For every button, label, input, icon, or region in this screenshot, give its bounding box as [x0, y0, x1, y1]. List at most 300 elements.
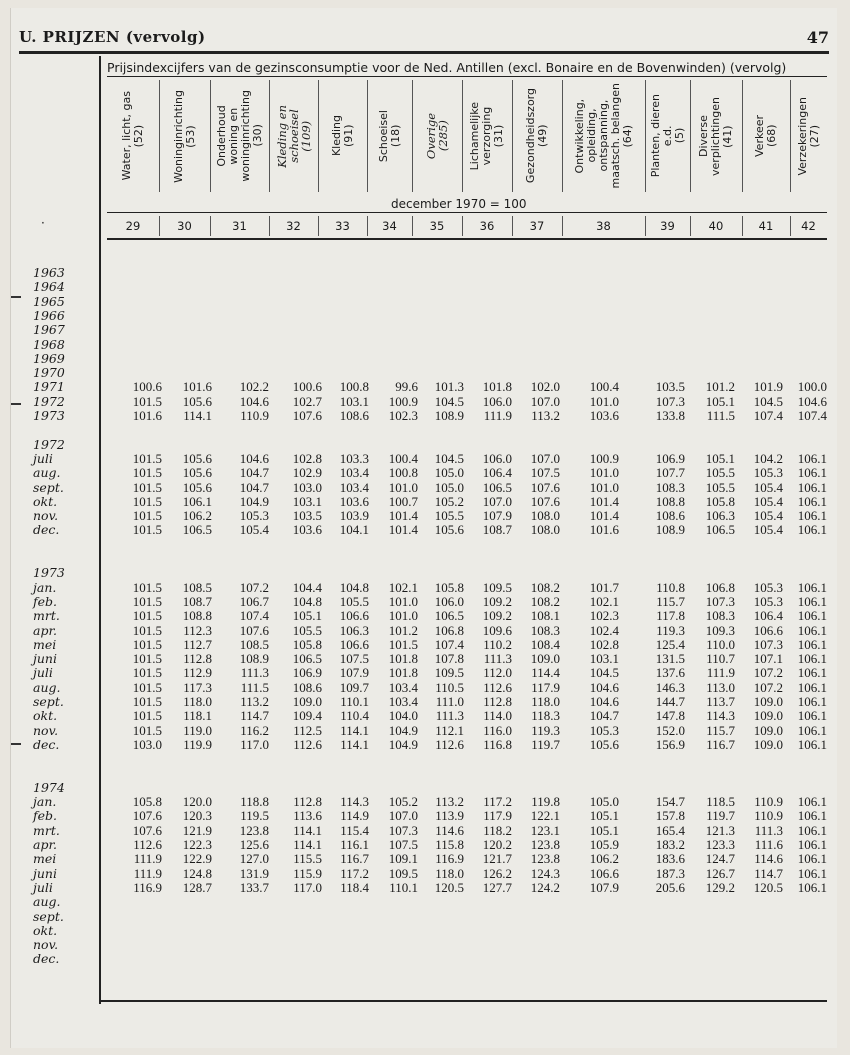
table-cell: 123.8 [530, 851, 560, 867]
table-cell: 106.1 [797, 508, 827, 524]
table-cell: 106.1 [797, 879, 827, 895]
table-cell: 118.1 [183, 708, 212, 724]
table-cell: 109.0 [753, 694, 783, 709]
table-cell: 107.1 [753, 651, 783, 667]
column-headers [107, 80, 827, 192]
column-separator [742, 216, 743, 236]
table-cell: 118.0 [435, 865, 464, 881]
table-cell: 112.8 [483, 694, 512, 709]
row-label: aug. [33, 894, 61, 910]
table-cell: 118.4 [340, 879, 369, 895]
table-cell: 100.4 [589, 379, 619, 395]
table-cell: 115.7 [706, 722, 735, 738]
row-label: 1972 [33, 436, 65, 452]
table-cell: 123.3 [705, 837, 735, 852]
table-cell: 101.2 [705, 379, 735, 395]
table-cell: 116.1 [340, 837, 369, 852]
table-cell: 101.4 [388, 522, 418, 538]
row-label: 1966 [33, 307, 65, 323]
table-cell: 111.5 [240, 679, 269, 695]
column-separator [210, 216, 211, 236]
table-cell: 123.1 [530, 822, 560, 838]
table-cell: 106.8 [705, 579, 735, 595]
table-cell: 117.2 [483, 794, 512, 810]
table-cell: 106.0 [482, 393, 512, 409]
table-cell: 101.8 [482, 379, 512, 395]
table-cell: 101.5 [132, 593, 162, 609]
margin-mark [11, 403, 21, 405]
row-label: 1964 [33, 279, 65, 295]
table-cell: 106.1 [797, 837, 827, 852]
row-label: apr. [33, 837, 58, 852]
table-cell: 106.3 [705, 508, 735, 524]
row-label: nov. [33, 937, 59, 953]
table-cell: 103.5 [292, 508, 322, 524]
column-number: 38 [596, 219, 611, 233]
column-separator [645, 216, 646, 236]
table-cell: 105.8 [292, 636, 322, 652]
table-cell: 106.1 [797, 665, 827, 681]
column-header-29 [107, 80, 159, 192]
table-cell: 112.8 [293, 794, 322, 810]
table-cell: 114.6 [754, 851, 783, 867]
table-cell: 102.0 [530, 379, 560, 395]
table-cell: 112.6 [293, 736, 322, 752]
table-cell: 118.8 [240, 794, 269, 810]
table-cell: 105.8 [132, 794, 162, 810]
table-cell: 101.5 [132, 694, 162, 709]
table-cell: 100.4 [388, 450, 418, 466]
left-marker: · [41, 216, 45, 230]
table-cell: 105.2 [388, 794, 418, 810]
table-cell: 106.1 [182, 493, 212, 509]
table-cell: 119.9 [183, 736, 212, 752]
table-cell: 110.7 [706, 651, 735, 667]
column-separator [562, 80, 563, 192]
table-cell: 125.4 [655, 636, 685, 652]
table-bottom-rule [99, 1000, 827, 1002]
column-separator [690, 216, 691, 236]
table-cell: 113.2 [531, 408, 560, 423]
column-number: 33 [335, 219, 350, 233]
table-cell: 126.2 [482, 865, 512, 881]
table-cell: 112.7 [183, 636, 212, 652]
table-cell: 107.0 [530, 450, 560, 466]
base-period-label: december 1970 = 100 [391, 197, 527, 211]
row-label: mei [33, 636, 57, 652]
table-cell: 107.3 [753, 636, 783, 652]
table-cell: 183.6 [655, 851, 685, 867]
table-cell: 106.1 [797, 722, 827, 738]
table-cell: 112.6 [435, 736, 464, 752]
column-header-label: Kleding (91) [329, 115, 355, 157]
column-separator [412, 216, 413, 236]
table-cell: 109.0 [292, 694, 322, 709]
table-cell: 108.5 [182, 579, 212, 595]
table-cell: 117.2 [340, 865, 369, 881]
table-cell: 111.9 [133, 851, 162, 867]
table-cell: 111.9 [706, 665, 735, 681]
table-cell: 101.5 [132, 479, 162, 495]
row-label: mei [33, 851, 57, 867]
table-cell: 114.6 [435, 822, 464, 838]
column-header-37 [512, 80, 562, 192]
table-cell: 107.0 [530, 393, 560, 409]
column-header-label: Verkeer (68) [753, 115, 778, 157]
table-cell: 104.9 [388, 722, 418, 738]
table-cell: 108.7 [182, 593, 212, 609]
column-separator [742, 80, 743, 192]
table-cell: 103.4 [388, 694, 418, 709]
column-header-label: Ontwikkeling, opleiding, ontspanning, maatsch. belangen (64) [572, 83, 634, 189]
table-cell: 105.8 [705, 493, 735, 509]
table-cell: 107.2 [239, 579, 269, 595]
table-cell: 108.9 [434, 408, 464, 423]
table-cell: 103.5 [655, 379, 685, 395]
table-cell: 108.8 [655, 493, 685, 509]
column-separator [790, 80, 791, 192]
table-cell: 103.4 [339, 465, 369, 481]
table-cell: 101.5 [132, 636, 162, 652]
column-number: 40 [708, 219, 724, 233]
table-cell: 105.6 [589, 736, 619, 752]
table-cell: 106.1 [797, 851, 827, 867]
table-cell: 114.1 [183, 408, 212, 423]
table-cell: 119.8 [531, 794, 560, 810]
table-cell: 104.5 [434, 450, 464, 466]
table-cell: 119.3 [531, 722, 560, 738]
table-cell: 102.8 [589, 636, 619, 652]
table-cell: 101.0 [388, 608, 418, 624]
table-cell: 101.0 [589, 479, 619, 495]
table-cell: 112.6 [483, 679, 512, 695]
table-cell: 101.8 [388, 651, 418, 667]
table-cell: 109.5 [434, 665, 464, 681]
column-header-42 [790, 80, 827, 192]
table-cell: 101.6 [182, 379, 212, 395]
title-rule [107, 76, 827, 77]
table-cell: 106.5 [292, 651, 322, 667]
table-cell: 108.6 [655, 508, 685, 524]
table-cell: 114.1 [340, 736, 369, 752]
table-cell: 109.0 [530, 651, 560, 667]
table-cell: 109.2 [482, 593, 512, 609]
table-cell: 100.6 [132, 379, 162, 395]
table-cell: 103.9 [339, 508, 369, 524]
table-cell: 118.2 [483, 822, 512, 838]
column-number: 37 [529, 219, 545, 233]
table-cell: 101.7 [589, 579, 619, 595]
table-cell: 118.0 [183, 694, 212, 709]
table-cell: 106.0 [434, 593, 464, 609]
table-cell: 109.5 [482, 579, 512, 595]
table-cell: 120.3 [182, 808, 212, 824]
table-cell: 114.7 [754, 865, 783, 881]
table-cell: 121.3 [705, 822, 735, 838]
table-cell: 106.9 [655, 450, 685, 466]
table-cell: 105.4 [753, 493, 783, 509]
table-cell: 101.5 [132, 679, 162, 695]
table-cell: 157.8 [655, 808, 685, 824]
table-cell: 110.4 [340, 708, 369, 724]
table-cell: 105.5 [434, 508, 464, 524]
table-cell: 106.1 [797, 579, 827, 595]
row-label: 1971 [33, 379, 65, 395]
table-cell: 102.1 [388, 579, 418, 595]
table-cell: 109.4 [292, 708, 322, 724]
table-cell: 121.7 [482, 851, 512, 867]
column-header-32 [269, 80, 318, 192]
column-separator [269, 80, 270, 192]
column-separator [462, 80, 463, 192]
table-cell: 110.9 [754, 794, 783, 810]
table-cell: 131.5 [655, 651, 685, 667]
table-cell: 105.9 [589, 837, 619, 852]
table-cell: 115.9 [293, 865, 322, 881]
row-label: sept. [33, 908, 64, 924]
table-cell: 103.3 [339, 450, 369, 466]
table-cell: 105.1 [705, 393, 735, 409]
table-cell: 116.8 [483, 736, 512, 752]
column-header-label: Diverse verplichtingen (41) [697, 96, 734, 176]
table-cell: 108.9 [239, 651, 269, 667]
table-cell: 109.0 [753, 722, 783, 738]
row-label: juni [33, 865, 57, 881]
table-cell: 113.2 [240, 694, 269, 709]
table-cell: 107.6 [530, 493, 560, 509]
table-cell: 106.1 [797, 465, 827, 481]
table-cell: 154.7 [655, 794, 685, 810]
table-cell: 146.3 [655, 679, 685, 695]
table-cell: 105.6 [182, 393, 212, 409]
table-cell: 101.5 [132, 522, 162, 538]
table-cell: 104.9 [239, 493, 269, 509]
table-cell: 104.1 [339, 522, 369, 538]
table-cell: 102.8 [292, 450, 322, 466]
table-cell: 104.5 [434, 393, 464, 409]
row-label: aug. [33, 679, 61, 695]
table-cell: 106.5 [182, 522, 212, 538]
table-cell: 106.1 [797, 636, 827, 652]
table-cell: 165.4 [655, 822, 685, 838]
table-cell: 110.1 [389, 879, 418, 895]
table-cell: 106.7 [239, 593, 269, 609]
table-cell: 152.0 [655, 722, 685, 738]
table-cell: 108.2 [530, 593, 560, 609]
table-cell: 105.3 [753, 465, 783, 481]
row-label: nov. [33, 508, 59, 524]
table-cell: 111.3 [483, 651, 512, 667]
column-header-40 [690, 80, 742, 192]
table-cell: 107.6 [132, 822, 162, 838]
row-label: feb. [33, 808, 57, 824]
table-cell: 119.5 [240, 808, 269, 824]
table-cell: 103.6 [339, 493, 369, 509]
row-label: juli [33, 665, 53, 681]
page-number: 47 [806, 28, 829, 47]
row-label: juni [33, 651, 57, 667]
row-label: 1974 [33, 779, 65, 795]
table-cell: 127.7 [482, 879, 512, 895]
column-header-label: Planten, dieren e.d. (5) [648, 94, 686, 178]
table-cell: 108.7 [482, 522, 512, 538]
table-cell: 103.1 [292, 493, 322, 509]
table-cell: 106.1 [797, 679, 827, 695]
table-cell: 115.7 [656, 593, 685, 609]
column-number: 42 [801, 219, 816, 233]
table-cell: 105.4 [753, 522, 783, 538]
column-number: 29 [125, 219, 141, 233]
table-cell: 107.3 [705, 593, 735, 609]
row-label: 1963 [33, 265, 65, 280]
table-cell: 105.6 [182, 465, 212, 481]
table-cell: 124.3 [530, 865, 560, 881]
table-cell: 108.2 [530, 579, 560, 595]
column-numbers-rule [107, 238, 827, 240]
table-cell: 119.7 [706, 808, 735, 824]
table-cell: 116.7 [340, 851, 369, 867]
row-label: dec. [33, 522, 60, 538]
table-cell: 105.5 [705, 479, 735, 495]
table-cell: 183.2 [655, 837, 685, 852]
table-cell: 103.6 [589, 408, 619, 423]
row-label: aug. [33, 465, 61, 481]
table-cell: 107.4 [434, 636, 464, 652]
table-cell: 106.5 [482, 479, 512, 495]
table-cell: 106.1 [797, 622, 827, 638]
table-cell: 116.2 [240, 722, 269, 738]
table-cell: 117.0 [293, 879, 322, 895]
table-cell: 104.6 [239, 450, 269, 466]
table-cell: 121.9 [182, 822, 212, 838]
table-cell: 105.1 [705, 450, 735, 466]
table-cell: 111.5 [706, 408, 735, 423]
column-number: 32 [286, 219, 301, 233]
table-cell: 100.9 [589, 450, 619, 466]
table-cell: 113.6 [293, 808, 322, 824]
table-cell: 106.4 [482, 465, 512, 481]
table-cell: 107.6 [239, 622, 269, 638]
table-cell: 106.8 [434, 622, 464, 638]
table-cell: 107.8 [434, 651, 464, 667]
table-cell: 107.2 [753, 665, 783, 681]
table-cell: 107.6 [132, 808, 162, 824]
table-cell: 105.5 [339, 593, 369, 609]
table-cell: 101.6 [132, 408, 162, 423]
column-header-label: Gezondheidszorg (49) [524, 88, 549, 184]
table-cell: 105.4 [753, 479, 783, 495]
table-cell: 116.0 [483, 722, 512, 738]
column-separator [412, 80, 413, 192]
column-header-39 [645, 80, 690, 192]
table-cell: 187.3 [655, 865, 685, 881]
row-label: okt. [33, 708, 58, 724]
table-cell: 100.9 [388, 393, 418, 409]
table-cell: 106.1 [797, 479, 827, 495]
table-cell: 109.1 [388, 851, 418, 867]
row-label: sept. [33, 479, 64, 495]
table-cell: 106.5 [434, 608, 464, 624]
table-cell: 104.8 [292, 593, 322, 609]
column-number: 31 [232, 219, 247, 233]
table-cell: 118.3 [531, 708, 560, 724]
column-header-36 [462, 80, 512, 192]
table-cell: 103.1 [589, 651, 619, 667]
table-cell: 205.6 [655, 879, 685, 895]
table-cell: 106.2 [182, 508, 212, 524]
table-cell: 115.4 [340, 822, 369, 838]
table-cell: 105.1 [589, 822, 619, 838]
column-separator [367, 80, 368, 192]
table-cell: 108.1 [530, 608, 560, 624]
table-cell: 110.8 [656, 579, 685, 595]
table-cell: 113.7 [706, 694, 735, 709]
table-cell: 106.1 [797, 593, 827, 609]
table-cell: 102.7 [292, 393, 322, 409]
table-cell: 106.2 [589, 851, 619, 867]
table-cell: 115.8 [435, 837, 464, 852]
table-cell: 113.9 [435, 808, 464, 824]
table-cell: 105.4 [753, 508, 783, 524]
table-cell: 101.3 [434, 379, 464, 395]
column-header-35 [412, 80, 462, 192]
table-cell: 105.6 [182, 450, 212, 466]
table-cell: 109.0 [753, 736, 783, 752]
table-cell: 124.7 [705, 851, 735, 867]
table-title: Prijsindexcijfers van de gezinsconsumptie voor de Ned. Antillen (excl. Bonaire en de Bovenwinden) (vervolg) [107, 60, 787, 75]
table-cell: 137.6 [655, 665, 685, 681]
table-cell: 111.0 [435, 694, 464, 709]
table-cell: 105.8 [434, 579, 464, 595]
table-cell: 105.3 [589, 722, 619, 738]
table-cell: 112.5 [293, 722, 322, 738]
table-cell: 120.5 [434, 879, 464, 895]
row-label: jan. [33, 579, 57, 595]
table-cell: 101.5 [132, 579, 162, 595]
table-cell: 104.0 [388, 708, 418, 724]
table-cell: 124.2 [530, 879, 560, 895]
table-cell: 107.5 [530, 465, 560, 481]
row-label: feb. [33, 593, 57, 609]
table-cell: 105.0 [589, 794, 619, 810]
column-header-41 [742, 80, 790, 192]
table-cell: 111.3 [435, 708, 464, 724]
table-cell: 105.3 [753, 579, 783, 595]
table-cell: 105.1 [589, 808, 619, 824]
table-cell: 116.9 [133, 879, 162, 895]
column-separator [562, 216, 563, 236]
table-cell: 104.9 [388, 736, 418, 752]
margin-mark [11, 296, 21, 298]
table-cell: 107.0 [482, 493, 512, 509]
table-cell: 122.1 [530, 808, 560, 824]
table-cell: 111.9 [133, 865, 162, 881]
table-cell: 106.6 [753, 622, 783, 638]
table-cell: 133.8 [655, 408, 685, 423]
table-cell: 109.2 [482, 608, 512, 624]
table-cell: 101.5 [132, 708, 162, 724]
table-cell: 116.7 [706, 736, 735, 752]
table-cell: 128.7 [182, 879, 212, 895]
table-cell: 109.0 [753, 708, 783, 724]
column-separator [462, 216, 463, 236]
column-header-31 [210, 80, 269, 192]
table-cell: 119.7 [531, 736, 560, 752]
table-cell: 108.0 [530, 522, 560, 538]
table-cell: 101.5 [132, 622, 162, 638]
table-cell: 102.1 [589, 593, 619, 609]
table-cell: 101.5 [132, 465, 162, 481]
